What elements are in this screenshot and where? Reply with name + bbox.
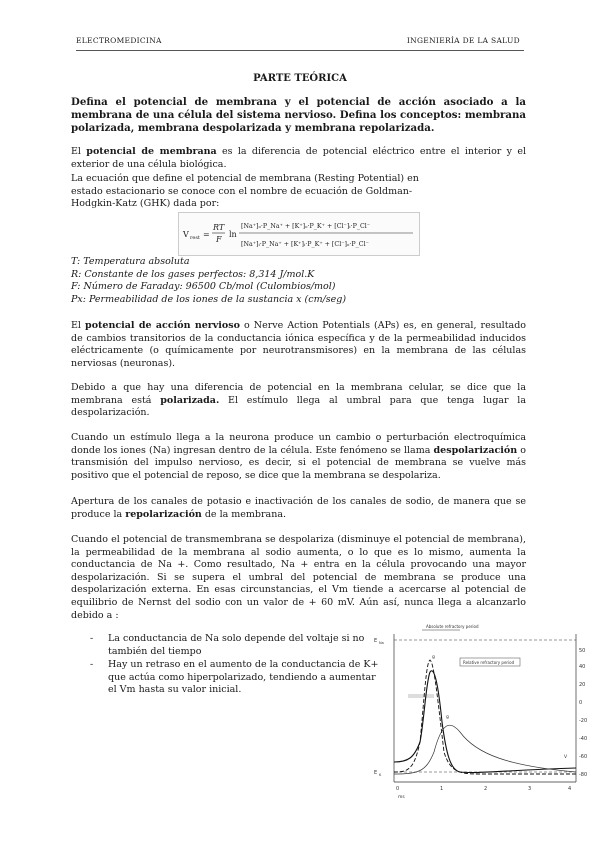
gna-curve — [394, 660, 576, 774]
ms-label: ms — [398, 795, 405, 800]
ena-label: E — [374, 638, 378, 644]
def-permeability: Px: Permeabilidad de los iones de la sustancia x (cm/seg) — [71, 293, 347, 305]
tick-x: 3 — [528, 786, 532, 792]
action-potential-svg — [368, 622, 594, 808]
p5-bold: repolarización — [125, 508, 202, 520]
tick-right: 50 — [579, 648, 586, 654]
tick-right: -40 — [579, 736, 588, 742]
p2-post: o Nerve Action Potentials (APs) es, en general, resultado de cambios transitorios de la conductancia iónica específica y de la permeabilidad inducidos eléctricamente (o químicamente por neurotransmisores) en la membrana de las células nerviosas (neuronas). — [71, 320, 527, 369]
eq-denominator: [Na⁺]ᵢ·P_Na⁺ + [K⁺]ᵢ·P_K⁺ + [Cl⁻]ₒ·P_Cl⁻ — [241, 241, 369, 248]
def-gas-constant: R: Constante de los gases perfectos: 8,314 J/mol.K — [71, 268, 315, 280]
eq-lhs: V — [183, 230, 189, 239]
tick-right: -60 — [579, 754, 588, 760]
tick-x: 4 — [568, 786, 572, 792]
vm-label: V — [564, 755, 568, 760]
relative-refractory-label: Relative refractory period — [463, 660, 515, 665]
eq-equals: = — [203, 230, 210, 239]
definitions-list — [71, 256, 526, 306]
bullet-list — [90, 633, 380, 698]
paragraph-repolarized — [71, 496, 526, 521]
p5-pre: Apertura de los canales de potasio e inactivación de los canales de sodio, de manera que se produce la — [71, 496, 526, 520]
ghk-equation — [178, 212, 420, 256]
tick-x: 2 — [484, 786, 488, 792]
header-divider — [76, 50, 524, 51]
p4-post: o transmisión del impulso nervioso, es decir, si el potencial de membrana se vuelve más positivo que el potencial de reposo, se dice que la membrana se despolariza. — [71, 444, 526, 481]
ek-label: E — [374, 770, 378, 776]
p2-pre: El — [71, 320, 86, 331]
paragraph-polarized — [71, 382, 526, 420]
p4-bold: despolarización — [433, 444, 518, 456]
p5-post: de la membrana. — [201, 508, 287, 520]
bullet-dash: - — [90, 633, 94, 644]
question-text: Defina el potencial de membrana y el potencial de acción asociado a la membrana de una célula del sistema nervioso. Defina los conceptos: membrana polarizada, membrana despolarizada y membrana repolarizada. — [71, 96, 526, 134]
p3-pre: Debido a que hay una diferencia de potencial en la membrana celular, se dice que la membrana está — [71, 382, 526, 406]
gk-label: g — [446, 715, 449, 720]
tick-right: 20 — [579, 682, 586, 688]
p3-post: El estímulo llega al umbral para que tenga lugar la despolarización. — [71, 394, 526, 419]
header-right: INGENIERÍA DE LA SALUD — [406, 36, 520, 45]
list-item — [90, 633, 380, 658]
paragraph-membrane-potential — [71, 146, 526, 171]
p3-bold: polarizada. — [160, 394, 220, 406]
eq-numerator: [Na⁺]ₒ·P_Na⁺ + [K⁺]ₒ·P_K⁺ + [Cl⁻]ᵢ·P_Cl⁻ — [241, 223, 371, 230]
tick-x: 1 — [440, 786, 444, 792]
action-potential-figure — [368, 622, 594, 808]
ena-label-sub: Na — [379, 641, 384, 645]
paragraph-depolarized — [71, 432, 526, 482]
def-faraday: F: Número de Faraday: 96500 Cb/mol (Culombios/mol) — [71, 281, 336, 293]
bullet-text: La conductancia de Na solo depende del voltaje si no también del tiempo — [108, 633, 365, 657]
threshold-marker — [408, 694, 434, 698]
header-left: ELECTROMEDICINA — [76, 36, 162, 45]
tick-x: 0 — [396, 786, 400, 792]
p1-pre: El — [71, 146, 87, 157]
list-item — [90, 659, 380, 697]
p2-bold: potencial de acción nervioso — [85, 320, 240, 331]
tick-right: -20 — [579, 718, 588, 724]
ek-label-sub: K — [379, 773, 382, 777]
p4-pre: Cuando un estímulo llega a la neurona produce un cambio o perturbación electroquímica donde los iones (Na) ingresan dentro de la célula. Este fenómeno se llama — [71, 432, 526, 456]
ghk-equation-svg — [179, 213, 419, 255]
eq-frac-den: F — [216, 235, 222, 244]
paragraph-action-potential — [71, 320, 526, 370]
def-temperature: T: Temperatura absoluta — [71, 256, 190, 267]
page-title: PARTE TEÓRICA — [253, 73, 347, 84]
tick-right: 0 — [579, 700, 583, 706]
eq-ln: ln — [229, 230, 237, 239]
bullet-text: Hay un retraso en el aumento de la conductancia de K+ que actúa como hiperpolarizado, tendiendo a aumentar el Vm hasta su valor inicial. — [108, 659, 379, 696]
paragraph-ghk-intro: La ecuación que define el potencial de membrana (Resting Potential) en estado estacionario se conoce con el nombre de ecuación de Goldman-Hodgkin-Katz (GHK) dada por: — [71, 173, 419, 210]
eq-frac-num: RT — [213, 223, 225, 232]
tick-right: 40 — [579, 664, 586, 670]
gna-label: g — [432, 655, 435, 660]
paragraph-conductance: Cuando el potencial de transmembrana se despolariza (disminuye el potencial de membrana), la permeabilidad de la membrana al sodio aumenta, o lo que es lo mismo, aumenta la conductancia de Na +. Como resultado, Na + entra en la célula provocando una mayor despolarización. Si se supera el umbral del potencial de membrana se produce una despolarización externa. En esas circunstancias, el Vm tiende a acercarse al potencial de equilibrio de Nernst del sodio con un valor de + 60 mV. Aún así, nunca llega a alcanzarlo debido a : — [71, 534, 526, 621]
p1-bold: potencial de membrana — [86, 146, 217, 157]
vm-curve — [394, 671, 576, 773]
p1-post: es la diferencia de potencial eléctrico entre el interior y el exterior de una célula biológica. — [71, 146, 526, 170]
bullet-dash: - — [90, 659, 94, 671]
tick-right: -80 — [579, 772, 588, 778]
eq-lhs-sub: rest — [190, 235, 200, 241]
absolute-refractory-label: Absolute refractory period — [426, 624, 479, 629]
